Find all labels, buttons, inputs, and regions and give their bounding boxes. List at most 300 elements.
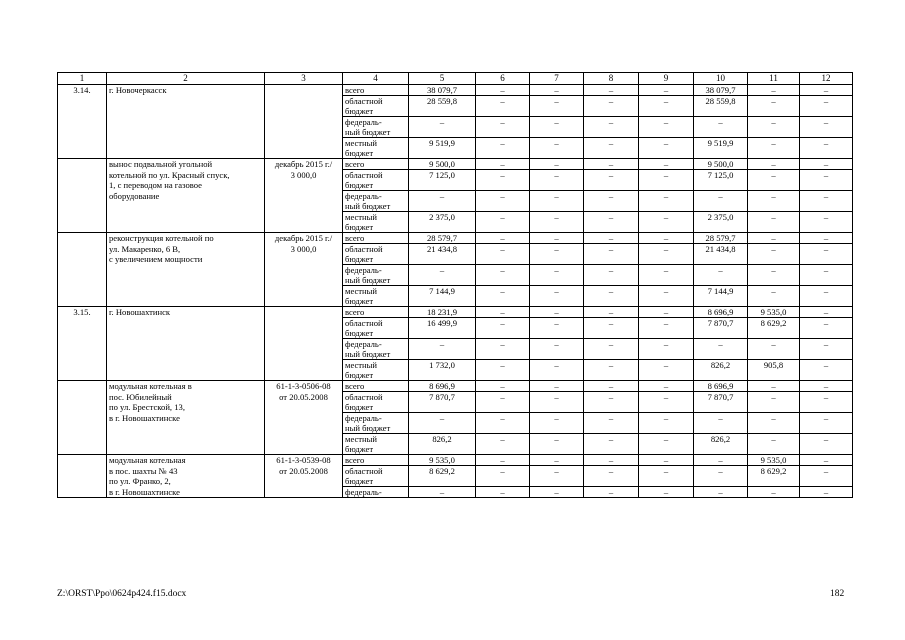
deadline-cell: от 20.05.2008	[265, 466, 343, 477]
deadline-cell	[265, 212, 343, 223]
item-name-cell: реконструкция котельной по	[107, 233, 265, 244]
value-cell	[476, 275, 530, 286]
value-cell: –	[694, 117, 748, 128]
value-cell: –	[800, 487, 853, 498]
item-number-cell	[58, 159, 107, 170]
value-cell: 7 144,9	[694, 286, 748, 297]
item-number-cell	[58, 423, 107, 434]
value-cell: –	[476, 244, 530, 255]
header-row	[58, 73, 853, 85]
value-cell	[694, 222, 748, 233]
value-cell	[530, 370, 584, 381]
value-cell: –	[694, 339, 748, 350]
deadline-cell	[265, 296, 343, 307]
funding-source-cell: всего	[343, 455, 409, 466]
value-cell: –	[584, 85, 639, 96]
value-cell: –	[639, 339, 694, 350]
item-number-cell	[58, 222, 107, 233]
value-cell: –	[800, 117, 853, 128]
value-cell	[694, 444, 748, 455]
value-cell	[694, 127, 748, 138]
value-cell: 8 629,2	[748, 318, 800, 329]
deadline-cell	[265, 275, 343, 286]
value-cell	[748, 127, 800, 138]
value-cell: –	[800, 96, 853, 107]
value-cell: –	[476, 286, 530, 297]
item-number-cell	[58, 180, 107, 191]
value-cell: –	[639, 392, 694, 403]
value-cell: –	[530, 244, 584, 255]
value-cell	[748, 423, 800, 434]
item-name-cell: в г. Новошахтинске	[107, 487, 265, 498]
table-row	[58, 159, 853, 170]
funding-source-cell: ный бюджет	[343, 201, 409, 212]
header-cell: 4	[343, 73, 409, 85]
value-cell: –	[584, 244, 639, 255]
value-cell: –	[584, 233, 639, 244]
value-cell	[409, 127, 476, 138]
item-number-cell	[58, 476, 107, 487]
header-cell: 3	[265, 73, 343, 85]
item-name-cell	[107, 201, 265, 212]
value-cell: –	[409, 191, 476, 202]
value-cell	[530, 476, 584, 487]
item-number-cell	[58, 96, 107, 107]
table-row	[58, 307, 853, 318]
value-cell: –	[800, 244, 853, 255]
value-cell: –	[530, 265, 584, 276]
table-row	[58, 265, 853, 276]
value-cell	[476, 222, 530, 233]
item-name-cell	[107, 434, 265, 445]
header-cell: 8	[584, 73, 639, 85]
value-cell: –	[530, 466, 584, 477]
value-cell: 826,2	[409, 434, 476, 445]
table-row	[58, 286, 853, 297]
deadline-cell	[265, 117, 343, 128]
value-cell: –	[476, 455, 530, 466]
table-row	[58, 201, 853, 212]
value-cell: –	[694, 455, 748, 466]
value-cell: –	[800, 265, 853, 276]
value-cell	[584, 349, 639, 360]
value-cell: 8 629,2	[748, 466, 800, 477]
deadline-cell	[265, 265, 343, 276]
value-cell	[476, 106, 530, 117]
value-cell: –	[748, 265, 800, 276]
value-cell	[694, 180, 748, 191]
deadline-cell	[265, 201, 343, 212]
value-cell: –	[476, 96, 530, 107]
value-cell: 8 696,9	[409, 381, 476, 392]
value-cell	[800, 423, 853, 434]
value-cell: –	[800, 434, 853, 445]
value-cell	[748, 476, 800, 487]
item-number-cell	[58, 170, 107, 181]
value-cell: –	[639, 117, 694, 128]
value-cell	[639, 476, 694, 487]
value-cell	[530, 148, 584, 159]
value-cell: –	[748, 233, 800, 244]
value-cell: 8 696,9	[694, 307, 748, 318]
table-row	[58, 106, 853, 117]
value-cell	[530, 180, 584, 191]
item-name-cell: модульная котельная в	[107, 381, 265, 392]
value-cell	[584, 423, 639, 434]
value-cell: –	[584, 455, 639, 466]
value-cell: –	[584, 170, 639, 181]
value-cell: –	[748, 212, 800, 223]
item-number-cell	[58, 106, 107, 117]
value-cell	[748, 201, 800, 212]
value-cell: –	[476, 381, 530, 392]
value-cell	[748, 349, 800, 360]
deadline-cell	[265, 85, 343, 96]
value-cell: –	[476, 487, 530, 498]
funding-source-cell: бюджет	[343, 106, 409, 117]
item-number-cell	[58, 381, 107, 392]
value-cell	[476, 370, 530, 381]
value-cell: –	[639, 455, 694, 466]
deadline-cell: 3 000,0	[265, 170, 343, 181]
value-cell: –	[748, 392, 800, 403]
value-cell: –	[409, 265, 476, 276]
value-cell	[584, 148, 639, 159]
value-cell	[476, 201, 530, 212]
value-cell	[800, 370, 853, 381]
value-cell: 21 434,8	[694, 244, 748, 255]
value-cell: –	[639, 487, 694, 498]
value-cell	[748, 296, 800, 307]
value-cell	[639, 254, 694, 265]
value-cell	[694, 201, 748, 212]
value-cell: –	[584, 265, 639, 276]
item-name-cell	[107, 286, 265, 297]
table-row	[58, 466, 853, 477]
value-cell: –	[530, 413, 584, 424]
value-cell: –	[476, 360, 530, 371]
funding-source-cell: бюджет	[343, 476, 409, 487]
value-cell: 9 500,0	[694, 159, 748, 170]
deadline-cell	[265, 413, 343, 424]
value-cell: –	[584, 360, 639, 371]
value-cell: –	[748, 381, 800, 392]
table-row	[58, 148, 853, 159]
value-cell: –	[584, 466, 639, 477]
header-cell: 7	[530, 73, 584, 85]
value-cell: –	[584, 117, 639, 128]
value-cell: 9 535,0	[409, 455, 476, 466]
value-cell	[639, 201, 694, 212]
item-number-cell	[58, 328, 107, 339]
item-name-cell	[107, 370, 265, 381]
value-cell	[476, 127, 530, 138]
item-name-cell: котельной по ул. Красный спуск,	[107, 170, 265, 181]
funding-source-cell: бюджет	[343, 296, 409, 307]
value-cell: 2 375,0	[409, 212, 476, 223]
funding-source-cell: местный	[343, 360, 409, 371]
value-cell: –	[584, 381, 639, 392]
value-cell	[639, 402, 694, 413]
value-cell	[584, 476, 639, 487]
value-cell: –	[748, 413, 800, 424]
value-cell: –	[639, 244, 694, 255]
value-cell: –	[639, 138, 694, 149]
value-cell: –	[530, 212, 584, 223]
value-cell	[694, 423, 748, 434]
funding-source-cell: областной	[343, 170, 409, 181]
value-cell: –	[584, 307, 639, 318]
value-cell: –	[800, 466, 853, 477]
table-row	[58, 117, 853, 128]
value-cell	[409, 370, 476, 381]
table-row	[58, 402, 853, 413]
value-cell: 7 125,0	[694, 170, 748, 181]
value-cell	[409, 180, 476, 191]
value-cell: –	[476, 466, 530, 477]
value-cell: –	[584, 96, 639, 107]
value-cell	[639, 127, 694, 138]
deadline-cell	[265, 423, 343, 434]
value-cell: –	[800, 392, 853, 403]
deadline-cell	[265, 96, 343, 107]
item-number-cell	[58, 402, 107, 413]
value-cell	[639, 370, 694, 381]
value-cell: –	[800, 85, 853, 96]
item-number-cell	[58, 392, 107, 403]
table-row	[58, 233, 853, 244]
value-cell: –	[530, 434, 584, 445]
table-row	[58, 244, 853, 255]
item-number-cell	[58, 370, 107, 381]
value-cell	[584, 444, 639, 455]
value-cell: –	[476, 265, 530, 276]
value-cell: –	[530, 392, 584, 403]
value-cell	[530, 254, 584, 265]
value-cell	[748, 402, 800, 413]
value-cell: 9 519,9	[409, 138, 476, 149]
item-name-cell: оборудование	[107, 191, 265, 202]
deadline-cell: от 20.05.2008	[265, 392, 343, 403]
value-cell: –	[694, 466, 748, 477]
value-cell: –	[476, 138, 530, 149]
value-cell: –	[584, 138, 639, 149]
item-name-cell	[107, 106, 265, 117]
header-cell: 2	[107, 73, 265, 85]
value-cell	[476, 402, 530, 413]
value-cell: –	[639, 318, 694, 329]
item-number-cell: 3.14.	[58, 85, 107, 96]
deadline-cell	[265, 318, 343, 329]
value-cell: 7 870,7	[694, 318, 748, 329]
value-cell: –	[584, 392, 639, 403]
funding-source-cell: областной	[343, 392, 409, 403]
value-cell: 8 696,9	[694, 381, 748, 392]
value-cell	[639, 222, 694, 233]
value-cell	[409, 275, 476, 286]
value-cell	[409, 328, 476, 339]
value-cell	[694, 476, 748, 487]
value-cell: –	[476, 392, 530, 403]
funding-source-cell: областной	[343, 244, 409, 255]
value-cell: –	[409, 487, 476, 498]
value-cell	[584, 275, 639, 286]
item-number-cell	[58, 117, 107, 128]
value-cell: –	[800, 318, 853, 329]
funding-source-cell: местный	[343, 138, 409, 149]
item-number-cell	[58, 434, 107, 445]
value-cell	[530, 222, 584, 233]
table-row	[58, 180, 853, 191]
funding-source-cell: ный бюджет	[343, 423, 409, 434]
value-cell: –	[530, 85, 584, 96]
value-cell	[639, 275, 694, 286]
value-cell	[694, 148, 748, 159]
value-cell	[800, 402, 853, 413]
item-name-cell: вынос подвальной угольной	[107, 159, 265, 170]
item-name-cell	[107, 339, 265, 350]
funding-source-cell: бюджет	[343, 180, 409, 191]
value-cell	[800, 444, 853, 455]
item-number-cell	[58, 127, 107, 138]
table-row	[58, 423, 853, 434]
header-cell: 12	[800, 73, 853, 85]
value-cell: –	[639, 170, 694, 181]
value-cell	[694, 402, 748, 413]
value-cell: 7 144,9	[409, 286, 476, 297]
funding-source-cell: всего	[343, 381, 409, 392]
table-row	[58, 318, 853, 329]
deadline-cell	[265, 402, 343, 413]
value-cell: –	[800, 413, 853, 424]
value-cell: –	[694, 487, 748, 498]
deadline-cell	[265, 286, 343, 297]
value-cell: 9 535,0	[748, 307, 800, 318]
table-row	[58, 413, 853, 424]
value-cell: –	[476, 212, 530, 223]
value-cell	[530, 444, 584, 455]
item-number-cell: 3.15.	[58, 307, 107, 318]
budget-table	[57, 72, 853, 498]
funding-source-cell: бюджет	[343, 254, 409, 265]
table-row	[58, 222, 853, 233]
value-cell	[800, 148, 853, 159]
table-row	[58, 328, 853, 339]
table-row	[58, 455, 853, 466]
deadline-cell	[265, 127, 343, 138]
item-name-cell: в г. Новошахтинске	[107, 413, 265, 424]
table-row	[58, 487, 853, 498]
deadline-cell	[265, 254, 343, 265]
value-cell	[476, 444, 530, 455]
funding-source-cell: областной	[343, 96, 409, 107]
value-cell	[409, 201, 476, 212]
value-cell: 1 732,0	[409, 360, 476, 371]
value-cell: –	[530, 286, 584, 297]
deadline-cell	[265, 360, 343, 371]
value-cell	[409, 423, 476, 434]
value-cell: –	[639, 360, 694, 371]
value-cell: –	[530, 159, 584, 170]
value-cell: –	[476, 339, 530, 350]
funding-source-cell: ный бюджет	[343, 349, 409, 360]
value-cell	[800, 254, 853, 265]
value-cell: –	[800, 286, 853, 297]
funding-source-cell: бюджет	[343, 148, 409, 159]
item-name-cell	[107, 444, 265, 455]
funding-source-cell: местный	[343, 212, 409, 223]
value-cell: –	[694, 191, 748, 202]
funding-source-cell: всего	[343, 233, 409, 244]
item-number-cell	[58, 265, 107, 276]
value-cell	[476, 296, 530, 307]
deadline-cell	[265, 138, 343, 149]
value-cell	[748, 444, 800, 455]
value-cell: 21 434,8	[409, 244, 476, 255]
value-cell: –	[748, 117, 800, 128]
value-cell	[409, 444, 476, 455]
item-name-cell	[107, 296, 265, 307]
value-cell	[476, 349, 530, 360]
page-number: 182	[830, 589, 845, 599]
file-path: Z:\ORST\Ppo\0624p424.f15.docx	[57, 589, 187, 599]
value-cell: –	[639, 381, 694, 392]
deadline-cell	[265, 180, 343, 191]
header-cell: 11	[748, 73, 800, 85]
value-cell: –	[800, 339, 853, 350]
value-cell: –	[584, 191, 639, 202]
value-cell: –	[639, 265, 694, 276]
funding-source-cell: местный	[343, 286, 409, 297]
table-row	[58, 96, 853, 107]
value-cell	[530, 423, 584, 434]
funding-source-cell: местный	[343, 434, 409, 445]
deadline-cell	[265, 222, 343, 233]
table-row	[58, 360, 853, 371]
value-cell: –	[800, 381, 853, 392]
item-number-cell	[58, 286, 107, 297]
value-cell: –	[639, 191, 694, 202]
value-cell	[639, 328, 694, 339]
table-row	[58, 296, 853, 307]
value-cell: –	[748, 286, 800, 297]
item-name-cell	[107, 328, 265, 339]
value-cell: –	[800, 233, 853, 244]
value-cell	[584, 201, 639, 212]
header-cell: 5	[409, 73, 476, 85]
value-cell: 28 559,8	[409, 96, 476, 107]
value-cell: –	[584, 318, 639, 329]
value-cell: –	[800, 360, 853, 371]
value-cell	[530, 127, 584, 138]
item-name-cell: г. Новочеркасск	[107, 85, 265, 96]
item-number-cell	[58, 275, 107, 286]
deadline-cell	[265, 370, 343, 381]
value-cell: –	[530, 339, 584, 350]
funding-source-cell: федераль-	[343, 339, 409, 350]
value-cell: 38 079,7	[694, 85, 748, 96]
value-cell	[409, 106, 476, 117]
value-cell	[800, 275, 853, 286]
item-name-cell	[107, 222, 265, 233]
header-cell: 9	[639, 73, 694, 85]
item-name-cell: в пос. шахты № 43	[107, 466, 265, 477]
item-name-cell	[107, 212, 265, 223]
funding-source-cell: федераль-	[343, 191, 409, 202]
value-cell: 28 579,7	[694, 233, 748, 244]
deadline-cell	[265, 148, 343, 159]
value-cell: 38 079,7	[409, 85, 476, 96]
